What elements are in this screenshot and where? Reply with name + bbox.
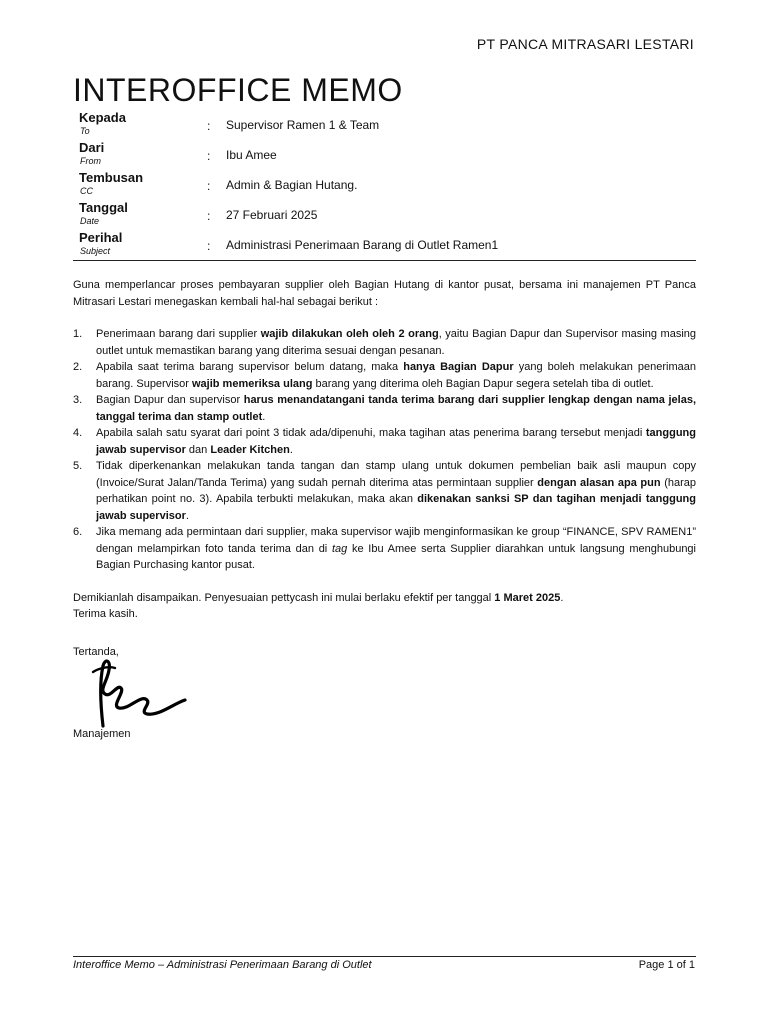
meta-label: Perihal xyxy=(79,230,123,245)
item-emphasis: wajib memeriksa ulang xyxy=(192,377,313,390)
meta-colon: : xyxy=(207,209,211,223)
page-number: Page 1 of 1 xyxy=(638,959,695,971)
effective-date: 1 Maret 2025 xyxy=(494,591,561,604)
meta-row-from xyxy=(79,140,699,170)
list-item xyxy=(73,326,696,359)
meta-sublabel: To xyxy=(80,126,90,136)
item-text: . xyxy=(185,509,189,522)
item-text: Penerimaan barang dari supplier xyxy=(96,328,261,340)
closing-text: Demikianlah disampaikan. Penyesuaian pettycash ini mulai berlaku efektif per tanggal xyxy=(73,591,495,604)
meta-sublabel: Subject xyxy=(80,246,111,256)
memo-meta xyxy=(79,110,699,260)
item-number: 6. xyxy=(73,526,83,538)
meta-value: Administrasi Penerimaan Barang di Outlet Ramen1 xyxy=(226,238,499,252)
meta-label: Tanggal xyxy=(79,200,128,215)
item-text: dan xyxy=(185,443,211,456)
item-emphasis: wajib dilakukan oleh oleh 2 orang xyxy=(260,328,439,340)
memo-body xyxy=(73,277,696,623)
item-emphasis: Leader Kitchen xyxy=(210,443,290,456)
list-item xyxy=(73,425,696,458)
list-item xyxy=(73,524,696,574)
list-item xyxy=(73,392,696,425)
item-text: ke Ibu Amee serta Supplier diarahkan untuk langsung menghubungi Bagian Purchasing kantor pusat. xyxy=(96,542,696,571)
item-emphasis: harus menandatangani tanda terima barang dari supplier lengkap dengan nama jelas, tanggal terima dan stamp outlet xyxy=(96,394,697,423)
closing-line xyxy=(73,590,696,607)
meta-value: Supervisor Ramen 1 & Team xyxy=(226,118,380,132)
header-divider xyxy=(73,260,696,261)
meta-row-to xyxy=(79,110,699,140)
item-number: 2. xyxy=(73,361,83,373)
signature-block xyxy=(73,646,273,746)
item-text: Jika memang ada permintaan dari supplier, maka supervisor wajib menginformasikan ke group “FINANCE, SPV RAMEN1” dengan melampirkan foto tanda terima dan di xyxy=(96,526,696,555)
meta-row-subject xyxy=(79,230,699,260)
signature-label: Tertanda, xyxy=(73,646,119,658)
list-item xyxy=(73,359,696,392)
signature-mark xyxy=(81,654,191,734)
meta-colon: : xyxy=(207,119,211,133)
item-emphasis: hanya Bagian Dapur xyxy=(403,361,514,373)
memo-title: INTEROFFICE MEMO xyxy=(73,72,403,108)
closing-block xyxy=(73,590,696,623)
footer-divider xyxy=(73,956,696,957)
item-number: 5. xyxy=(73,460,83,472)
points-list xyxy=(73,326,696,574)
closing-text: . xyxy=(560,591,564,604)
meta-label: Tembusan xyxy=(79,170,144,185)
meta-colon: : xyxy=(207,149,211,163)
list-item xyxy=(73,458,696,524)
item-italic: tag xyxy=(331,542,348,555)
meta-label: Kepada xyxy=(79,110,126,125)
meta-value: 27 Februari 2025 xyxy=(226,208,318,222)
meta-value: Admin & Bagian Hutang. xyxy=(226,178,358,192)
item-text: Bagian Dapur dan supervisor xyxy=(96,394,244,406)
item-text: Apabila saat terima barang supervisor belum datang, maka xyxy=(96,361,404,373)
item-number: 4. xyxy=(73,427,83,439)
intro-paragraph: Guna memperlancar proses pembayaran supplier oleh Bagian Hutang di kantor pusat, bersama ini manajemen PT Panca Mitrasari Lestari menegaskan kembali hal-hal sebagai berikut : xyxy=(73,279,696,308)
item-number: 1. xyxy=(73,328,83,340)
meta-value: Ibu Amee xyxy=(226,148,277,162)
meta-colon: : xyxy=(207,239,211,253)
item-text: yang boleh melakukan penerimaan barang. Supervisor xyxy=(96,361,696,390)
company-name: PT PANCA MITRASARI LESTARI xyxy=(476,36,694,52)
item-number: 3. xyxy=(73,394,83,406)
item-text: barang yang diterima oleh Bagian Dapur segera setelah tiba di outlet. xyxy=(312,377,654,390)
meta-sublabel: CC xyxy=(80,186,93,196)
meta-row-cc xyxy=(79,170,699,200)
thanks-line: Terima kasih. xyxy=(73,608,138,620)
item-text: , yaitu Bagian Dapur dan Supervisor masing masing outlet untuk memastikan barang yang diterima sesuai dengan pesanan. xyxy=(96,328,697,357)
meta-sublabel: Date xyxy=(80,216,100,226)
meta-row-date xyxy=(79,200,699,230)
item-text: (harap perhatikan point no. 3). Apabila terbukti melakukan, maka akan xyxy=(96,476,696,505)
signature-role: Manajemen xyxy=(73,728,131,740)
meta-colon: : xyxy=(207,179,211,193)
item-text: . xyxy=(262,410,266,423)
item-emphasis: dikenakan sanksi SP dan tagihan menjadi tanggung jawab supervisor xyxy=(96,493,696,522)
item-text: . xyxy=(289,443,293,456)
meta-label: Dari xyxy=(79,140,105,155)
item-emphasis: tanggung jawab supervisor xyxy=(96,427,696,456)
meta-sublabel: From xyxy=(80,156,101,166)
item-text: Apabila salah satu syarat dari point 3 tidak ada/dipenuhi, maka tagihan atas penerima barang tersebut menjadi xyxy=(96,427,646,439)
footer-title: Interoffice Memo – Administrasi Penerimaan Barang di Outlet xyxy=(73,959,372,971)
item-text: Tidak diperkenankan melakukan tanda tangan dan stamp ulang untuk dokumen pembelian baik asli maupun copy (Invoice/Surat Jalan/Tanda Terima) yang sudah pernah diterima atas permintaan supplier xyxy=(96,460,696,489)
item-emphasis: dengan alasan apa pun xyxy=(537,476,661,489)
